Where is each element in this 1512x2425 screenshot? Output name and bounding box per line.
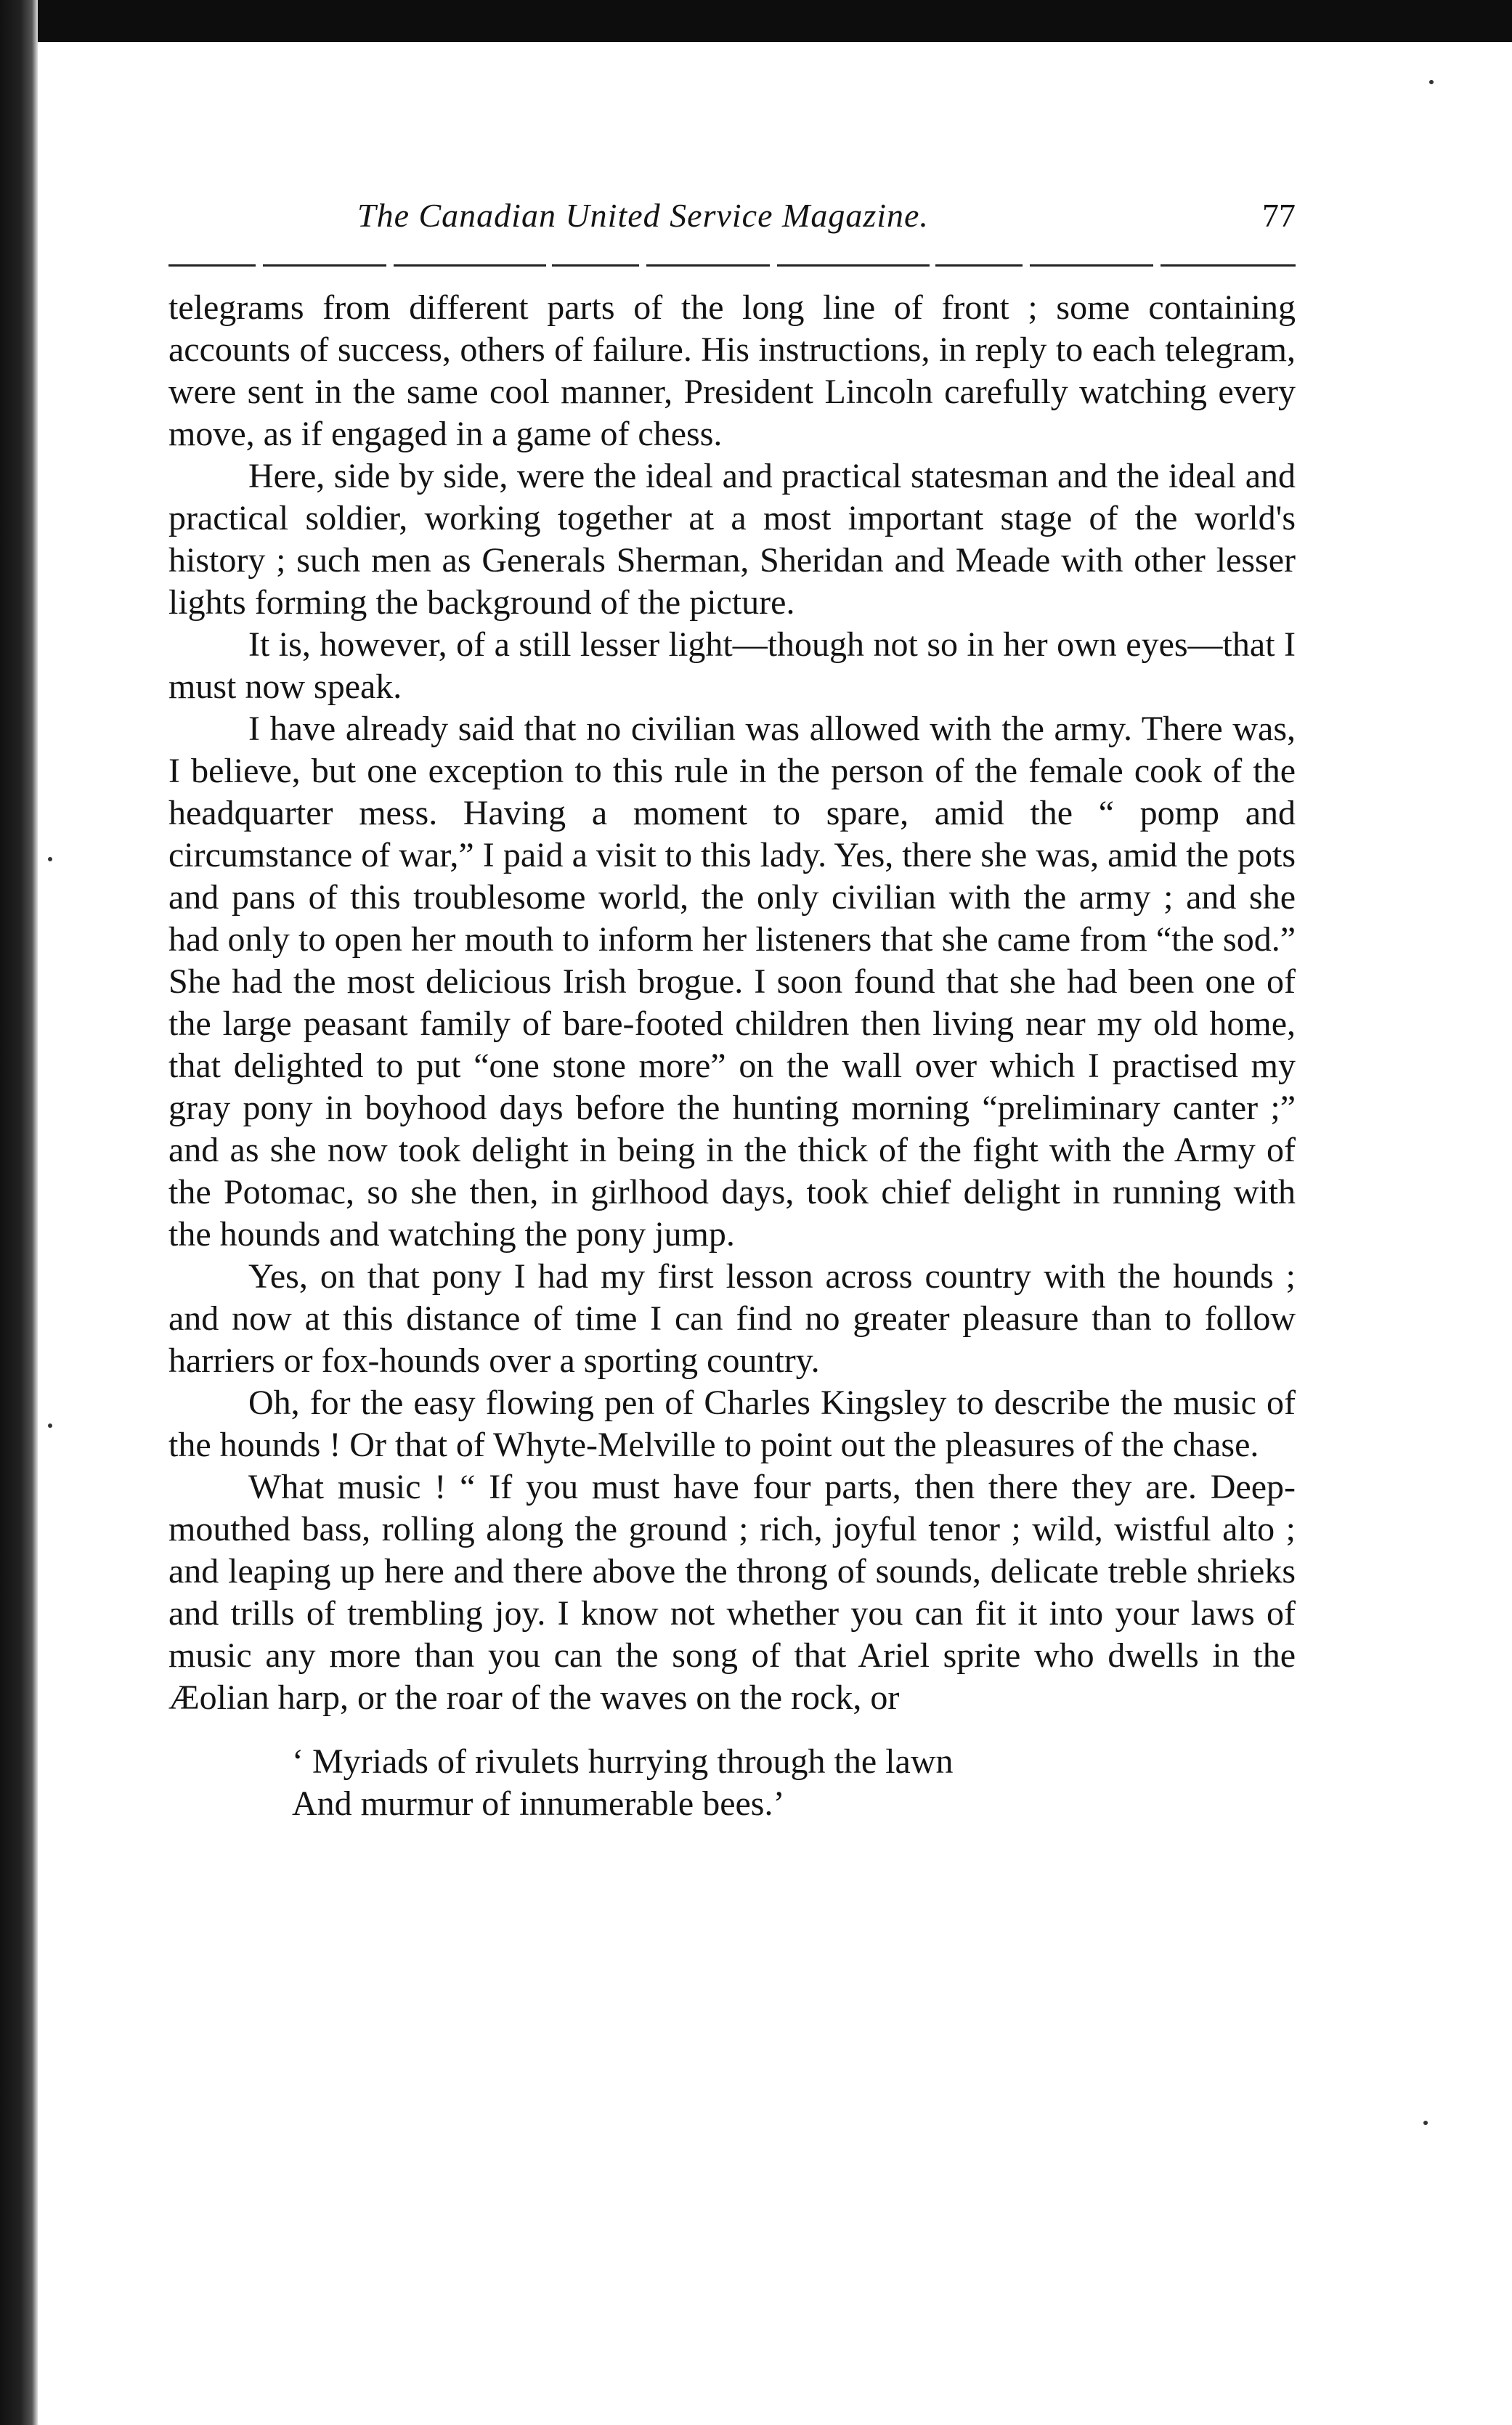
header-rule xyxy=(168,264,1296,267)
page-number: 77 xyxy=(1262,197,1296,234)
paragraph: I have already said that no civilian was allowed with the army. There was, I believe, but one exception to this rule in the person of the female cook of the headquarter mess. Having a moment to spare, amid the “ pomp and circumstance of war,” I paid a visit to this lady. Yes, there she was, amid the pots and pans of this troublesome world, the only civilian with the army ; and she had only to open her mouth to inform her listeners that she came from “the sod.” She had the most delicious Irish brogue. I soon found that she had been one of the large peasant family of bare-footed children then living near my old home, that delighted to put “one stone more” on the wall over which I practised my gray pony in boyhood days before the hunting morning “preliminary canter ;” and as she now took delight in being in the thick of the fight with the Army of the Potomac, so she then, in girlhood days, took chief delight in running with the hounds and watching the pony jump. xyxy=(168,710,1296,1254)
scan-speck xyxy=(1429,80,1434,84)
scan-speck xyxy=(48,857,52,861)
page xyxy=(168,196,1296,1825)
paragraph: It is, however, of a still lesser light—though not so in her own eyes—that I must now speak. xyxy=(168,625,1296,706)
quote-line: And murmur of innumerable bees.’ xyxy=(292,1784,785,1823)
scan-speck xyxy=(1423,2121,1428,2125)
paragraph: Here, side by side, were the ideal and practical statesman and the ideal and practical soldier, working together at a most important stage of the world's history ; such men as Generals Sherman, Sheridan and Meade with other lesser lights forming the background of the picture. xyxy=(168,457,1296,622)
paragraph: Oh, for the easy flowing pen of Charles Kingsley to describe the music of the hounds ! Or that of Whyte-Melville to point out the pleasures of the chase. xyxy=(168,1384,1296,1464)
scan-border-left xyxy=(0,0,38,2425)
paragraph: telegrams from different parts of the long line of front ; some containing accounts of success, others of failure. His instructions, in reply to each telegram, were sent in the same cool manner, President Lincoln carefully watching every move, as if engaged in a game of chess. xyxy=(168,288,1296,453)
running-title: The Canadian United Service Magazine. xyxy=(357,197,929,234)
quote-line: ‘ Myriads of rivulets hurrying through the lawn xyxy=(292,1742,954,1781)
scan-speck xyxy=(48,1423,52,1428)
paragraph: Yes, on that pony I had my first lesson across country with the hounds ; and now at this distance of time I can find no greater pleasure than to follow harriers or fox-hounds over a sporting country. xyxy=(168,1257,1296,1380)
scan-border-top xyxy=(0,0,1512,42)
running-head xyxy=(168,196,1296,247)
paragraph: What music ! “ If you must have four parts, then there they are. Deep-mouthed bass, rolling along the ground ; rich, joyful tenor ; wild, wistful alto ; and leaping up here and there above the throng of sounds, delicate treble shrieks and trills of trembling joy. I know not whether you can fit it into your laws of music any more than you can the song of that Ariel sprite who dwells in the Æolian harp, or the roar of the waves on the rock, or xyxy=(168,1468,1296,1717)
verse-quote xyxy=(292,1741,1296,1825)
